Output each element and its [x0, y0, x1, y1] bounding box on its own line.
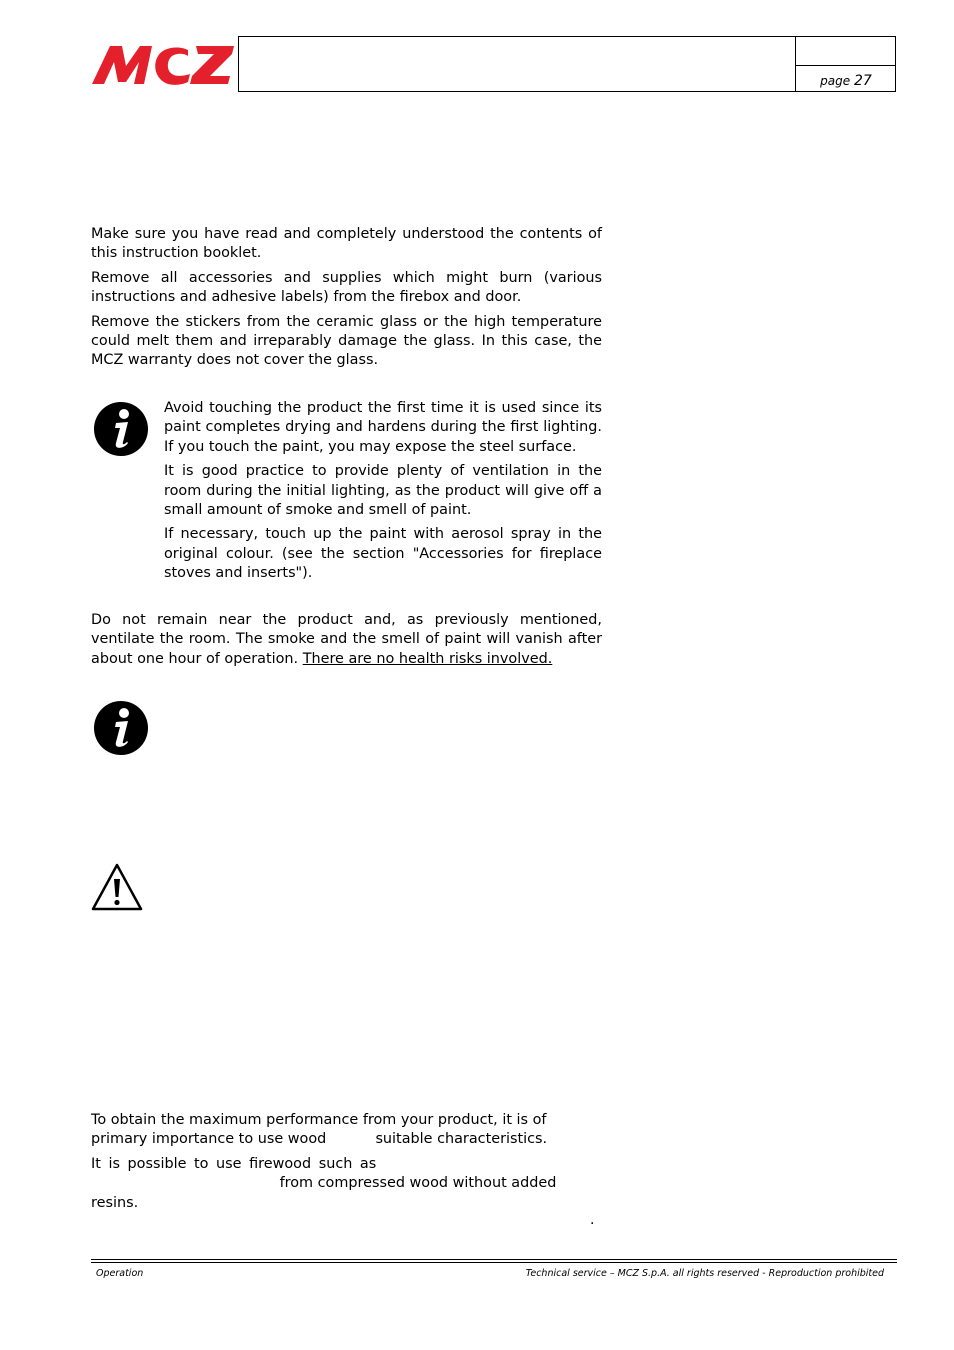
info-icon [92, 400, 150, 458]
info-paragraph: If necessary, touch up the paint with aerosol spray in the original colour. (see the section "Accessories for fireplace stoves and inserts"). [164, 526, 602, 582]
page-number [796, 73, 896, 89]
wood-text: To obtain the maximum performance from your product, it is of primary importance to use wood [91, 1112, 547, 1148]
footer-rule [91, 1262, 897, 1263]
page-number-value: 27 [853, 73, 872, 89]
logo-text: MCZ [92, 44, 95, 45]
info-icon [92, 699, 150, 757]
intro-paragraph: Remove the stickers from the ceramic glass or the high temperature could melt them and irreparably damage the glass. In this case, the MCZ warranty does not cover the glass. [91, 313, 602, 369]
wood-text: It is possible to use firewood such as [91, 1155, 377, 1172]
ventilate-text: Do not remain near the product and, as previously mentioned, ventilate the room. The smoke and the smell of paint will vanish after about one hour of operation. [91, 612, 602, 667]
info-paragraph: Avoid touching the product the first time it is used since its paint completes drying and hardens during the first lighting. If you touch the paint, you may expose the steel surface. [164, 400, 602, 455]
info-block [164, 399, 602, 589]
wood-text: suitable characteristics. [375, 1131, 548, 1148]
trailing-dot: . [590, 1212, 595, 1228]
page-label: page [820, 74, 851, 88]
mcz-logo [92, 44, 234, 86]
wood-paragraph [91, 1111, 602, 1150]
footer-rule [91, 1259, 897, 1260]
info-paragraph: It is good practice to provide plenty of ventilation in the room during the initial lighting, as the product will give off a small amount of smoke and smell of paint. [164, 463, 602, 519]
warning-icon [90, 862, 144, 912]
ventilate-paragraph [91, 611, 602, 669]
ventilate-section [91, 611, 602, 674]
wood-paragraph [91, 1155, 602, 1213]
wood-section [91, 1111, 602, 1218]
intro-section [91, 225, 602, 376]
intro-paragraph: Make sure you have read and completely understood the contents of this instruction booklet. [91, 226, 602, 262]
footer-section-name: Operation [96, 1268, 144, 1279]
wood-text: from compressed wood without added resins. [91, 1175, 557, 1211]
footer-copyright: Technical service – MCZ S.p.A. all rights reserved - Reproduction prohibited [525, 1268, 884, 1279]
ventilate-underlined: There are no health risks involved. [302, 650, 553, 667]
header-cell-divider [795, 65, 896, 66]
intro-paragraph: Remove all accessories and supplies which might burn (various instructions and adhesive labels) from the firebox and door. [91, 269, 602, 306]
